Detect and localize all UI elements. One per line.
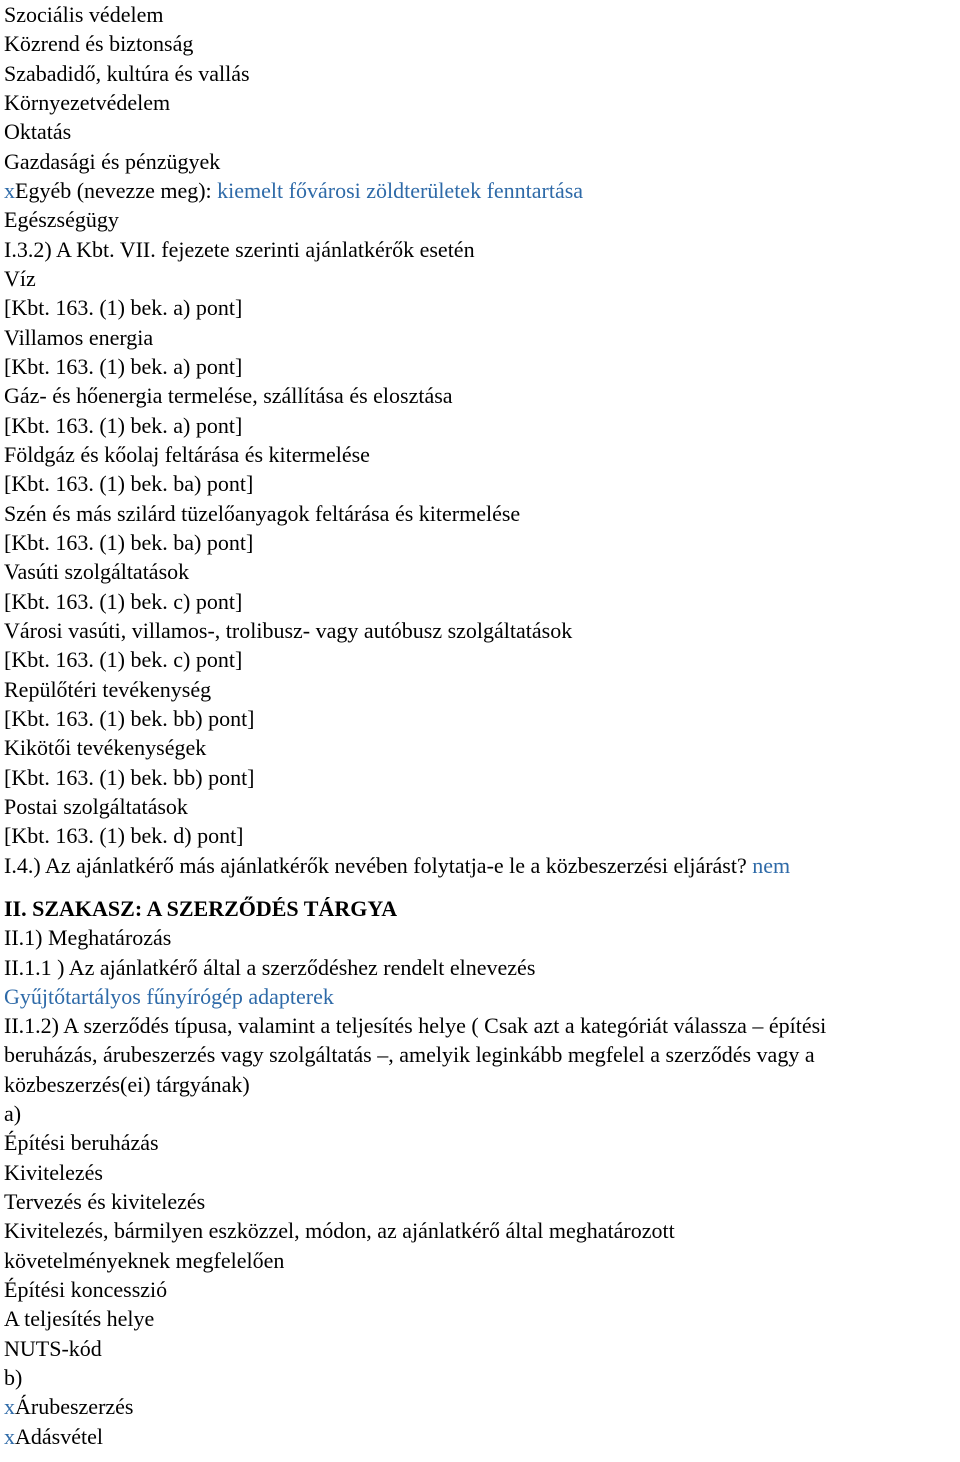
- line-text: Víz: [4, 265, 36, 291]
- answer-text: Gyűjtőtartályos fűnyírógép adapterek: [4, 983, 334, 1009]
- document-line: [4, 1011, 956, 1040]
- document-line: [4, 1334, 956, 1363]
- document-line: [4, 1275, 956, 1304]
- line-text: Villamos energia: [4, 324, 154, 350]
- line-text: Városi vasúti, villamos-, trolibusz- vagy autóbusz szolgáltatások: [4, 617, 573, 643]
- document-line: [4, 88, 956, 117]
- line-text: Gazdasági és pénzügyek: [4, 148, 221, 174]
- document-line: [4, 528, 956, 557]
- line-text: Postai szolgáltatások: [4, 793, 188, 819]
- document-line: [4, 117, 956, 146]
- document-line: [4, 1099, 956, 1128]
- line-text: I.3.2) A Kbt. VII. fejezete szerinti ajánlatkérők esetén: [4, 236, 475, 262]
- document-line: [4, 1158, 956, 1187]
- document-line: [4, 176, 956, 205]
- document-line: [4, 704, 956, 733]
- document-line: [4, 1304, 956, 1333]
- document-line: [4, 1070, 956, 1099]
- line-text: Kivitelezés: [4, 1159, 103, 1185]
- document-line: [4, 792, 956, 821]
- document-line: [4, 205, 956, 234]
- line-text: Repülőtéri tevékenység: [4, 676, 212, 702]
- line-text: NUTS-kód: [4, 1335, 102, 1361]
- line-text: Egészségügy: [4, 207, 119, 233]
- line-text: Vasúti szolgáltatások: [4, 559, 190, 585]
- line-text: [Kbt. 163. (1) bek. bb) pont]: [4, 764, 255, 790]
- document-line: [4, 1246, 956, 1275]
- document-line: [4, 147, 956, 176]
- checkbox-mark: x: [4, 1394, 15, 1420]
- line-text: II.1.1 ) Az ajánlatkérő által a szerződéshez rendelt elnevezés: [4, 954, 536, 980]
- line-text: I.4.) Az ajánlatkérő más ajánlatkérők nevében folytatja-e le a közbeszerzési eljárást?: [4, 852, 753, 878]
- document-line: [4, 0, 956, 29]
- document-line: [4, 440, 956, 469]
- document-line: [4, 587, 956, 616]
- line-text: [Kbt. 163. (1) bek. c) pont]: [4, 647, 243, 673]
- line-text: Kivitelezés, bármilyen eszközzel, módon, az ajánlatkérő által meghatározott: [4, 1218, 675, 1244]
- document-line: [4, 675, 956, 704]
- line-text: A teljesítés helye: [4, 1306, 155, 1332]
- line-text: [Kbt. 163. (1) bek. ba) pont]: [4, 529, 254, 555]
- document-line: [4, 59, 956, 88]
- document-line: [4, 352, 956, 381]
- section-heading: [4, 894, 956, 923]
- document-line: [4, 1216, 956, 1245]
- line-text: Környezetvédelem: [4, 89, 171, 115]
- line-text: követelményeknek megfelelően: [4, 1247, 285, 1273]
- document-line: [4, 851, 956, 880]
- document-line: [4, 1422, 956, 1451]
- line-text: II.1) Meghatározás: [4, 925, 172, 951]
- document-line: [4, 821, 956, 850]
- line-text: Szén és más szilárd tüzelőanyagok feltárása és kitermelése: [4, 500, 521, 526]
- line-text: Tervezés és kivitelezés: [4, 1189, 206, 1215]
- line-text: [Kbt. 163. (1) bek. c) pont]: [4, 588, 243, 614]
- document-line: [4, 982, 956, 1011]
- line-text: Földgáz és kőolaj feltárása és kitermelése: [4, 441, 370, 467]
- document-line: [4, 499, 956, 528]
- line-text: Gáz- és hőenergia termelése, szállítása és elosztása: [4, 383, 453, 409]
- document-line: [4, 953, 956, 982]
- line-text: Oktatás: [4, 119, 72, 145]
- line-text: [Kbt. 163. (1) bek. bb) pont]: [4, 705, 255, 731]
- line-text: Építési koncesszió: [4, 1277, 168, 1303]
- line-text: [Kbt. 163. (1) bek. a) pont]: [4, 295, 243, 321]
- answer-text: nem: [752, 852, 791, 878]
- line-text: Szabadidő, kultúra és vallás: [4, 60, 250, 86]
- line-text: Közrend és biztonság: [4, 31, 194, 57]
- line-text: [Kbt. 163. (1) bek. d) pont]: [4, 823, 244, 849]
- document-line: [4, 264, 956, 293]
- line-text: Adásvétel: [15, 1423, 103, 1449]
- document-line: [4, 733, 956, 762]
- line-text: beruházás, árubeszerzés vagy szolgáltatás –, amelyik leginkább megfelel a szerződés vagy a: [4, 1042, 815, 1068]
- line-text: Kikötői tevékenységek: [4, 735, 207, 761]
- line-text: Egyéb (nevezze meg):: [15, 177, 218, 203]
- document-line: [4, 235, 956, 264]
- line-text: II. SZAKASZ: A SZERZŐDÉS TÁRGYA: [4, 895, 398, 921]
- document-line: [4, 557, 956, 586]
- document-line: [4, 1187, 956, 1216]
- document-line: [4, 293, 956, 322]
- checkbox-mark: x: [4, 177, 15, 203]
- line-text: II.1.2) A szerződés típusa, valamint a teljesítés helye ( Csak azt a kategóriát válassza – építési: [4, 1013, 827, 1039]
- line-text: Árubeszerzés: [15, 1394, 134, 1420]
- line-text: [Kbt. 163. (1) bek. ba) pont]: [4, 471, 254, 497]
- document-line: [4, 29, 956, 58]
- document-line: [4, 616, 956, 645]
- document-line: [4, 1128, 956, 1157]
- document-line: [4, 1040, 956, 1069]
- document-line: [4, 1392, 956, 1421]
- document-line: [4, 381, 956, 410]
- line-text: Szociális védelem: [4, 2, 164, 27]
- document-line: [4, 469, 956, 498]
- document-line: [4, 923, 956, 952]
- document-line: [4, 411, 956, 440]
- checkbox-mark: x: [4, 1423, 15, 1449]
- line-text: [Kbt. 163. (1) bek. a) pont]: [4, 412, 243, 438]
- line-text: [Kbt. 163. (1) bek. a) pont]: [4, 353, 243, 379]
- line-text: a): [4, 1101, 22, 1127]
- document-line: [4, 323, 956, 352]
- document-line: [4, 1363, 956, 1392]
- line-text: közbeszerzés(ei) tárgyának): [4, 1071, 250, 1097]
- line-text: Építési beruházás: [4, 1130, 159, 1156]
- document-line: [4, 763, 956, 792]
- answer-text: kiemelt fővárosi zöldterületek fenntartása: [217, 177, 584, 203]
- document-line: [4, 645, 956, 674]
- line-text: b): [4, 1365, 23, 1391]
